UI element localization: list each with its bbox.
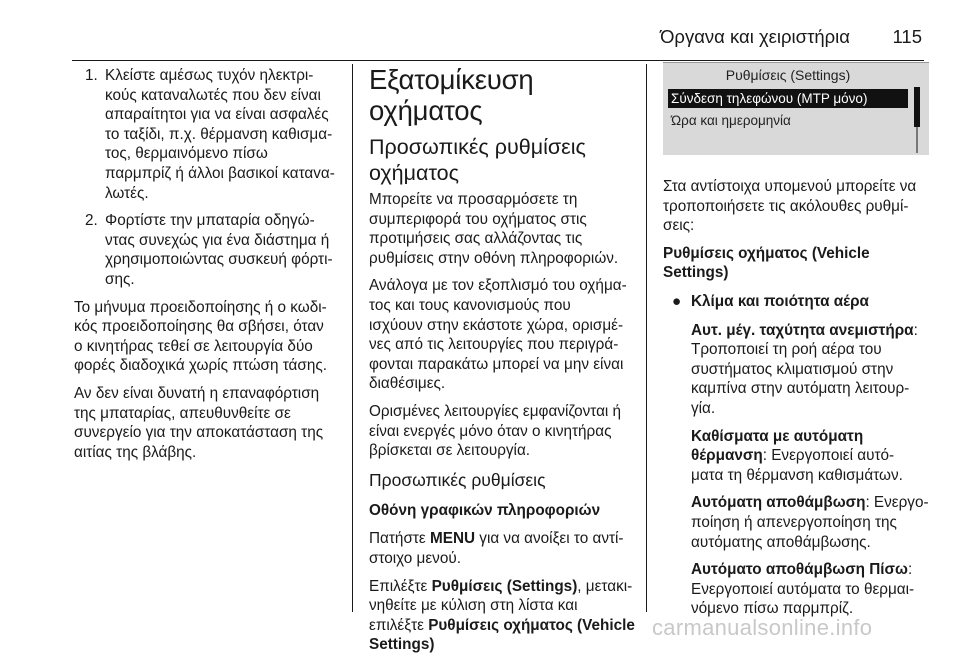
text-line: οχήματος — [369, 160, 459, 185]
paragraph — [369, 577, 639, 655]
text-line: συνεργείο για την αποκατάσταση της — [74, 424, 324, 442]
text-line: Το μήνυμα προειδοποίησης ή ο κωδι- — [74, 298, 327, 316]
paragraph — [663, 177, 929, 236]
text-line: ο κινητήρας τεθεί σε λειτουργία δύο — [74, 337, 313, 355]
text-run: επιλέξτε — [369, 616, 429, 634]
text-line: κούς καταναλωτές που δεν είναι — [105, 86, 321, 104]
text-run: για να ανοίξει το αντί- — [475, 530, 624, 548]
text-run: : Ενεργοποιεί αυτό- — [762, 447, 895, 465]
chapter-title: Όργανα και χειριστήρια — [660, 26, 850, 47]
text-line: διαθέσιμες. — [369, 375, 446, 393]
text-line: Ενεργοποιεί αυτόματα το θερμαι- — [691, 580, 915, 598]
text-line: ρυθμίσεις στην οθόνη πληροφοριών. — [369, 249, 619, 267]
text-line: Αν δεν είναι δυνατή η επαναφόρτιση — [74, 384, 320, 402]
text-line: νηθείτε με κύλιση στη λίστα και — [369, 597, 578, 615]
text-line: χρησιμοποιώντας συσκευή φόρτι- — [105, 251, 333, 269]
bullet-label: Κλίμα και ποιότητα αέρα — [691, 292, 869, 310]
column-middle — [369, 66, 639, 663]
column-divider — [646, 64, 647, 612]
list-text — [105, 211, 344, 289]
paragraph — [369, 276, 639, 394]
entry-title: θέρμανση — [691, 447, 763, 465]
screen-menu-item: Ώρα και ημερομηνία — [671, 113, 791, 128]
paragraph — [369, 190, 639, 268]
text-line: Στα αντίστοιχα υπομενού μπορείτε να — [663, 178, 917, 195]
entries — [663, 321, 929, 619]
display-screenshot — [663, 62, 929, 155]
section-title: Εξατομίκευση οχήματος — [369, 64, 534, 126]
header-rule — [72, 60, 924, 61]
watermark-text: carmanualsonline.info — [652, 615, 873, 640]
paragraph — [369, 529, 639, 568]
text-line: σης. — [105, 270, 135, 288]
menu-label: Ρυθμίσεις οχήματος (Vehicle — [428, 616, 635, 634]
text-line: αιτίας της βλάβης. — [74, 443, 197, 461]
list-number: 1. — [85, 67, 98, 84]
text-line: Τροποποιεί τη ροή αέρα του — [691, 341, 882, 359]
bullet-item — [663, 292, 929, 312]
text-line: φορές διαδοχικά χωρίς πτώση τάσης. — [74, 357, 327, 375]
paragraph — [369, 402, 639, 461]
text-line: βρίσκεται σε λειτουργία. — [369, 442, 531, 460]
text-line: Προσωπικές ρυθμίσεις — [369, 135, 586, 159]
text-line: προτιμήσεις σας αλλάζοντας τις — [369, 230, 583, 248]
entry — [691, 321, 929, 419]
text-run: Επιλέξτε — [369, 577, 432, 595]
list-number: 2. — [85, 212, 98, 230]
text-run: Πατήστε — [369, 530, 430, 548]
subheading: Οθόνη γραφικών πληροφοριών — [369, 501, 601, 519]
paragraph — [74, 298, 344, 376]
text-line: στοιχο μενού. — [369, 549, 461, 567]
text-line: τος, θερμαινόμενο πίσω — [105, 145, 268, 163]
menu-label: Settings) — [369, 636, 435, 654]
entry — [691, 560, 929, 619]
text-line: λωτές. — [105, 184, 149, 202]
text-line: Ρυθμίσεις οχήματος (Vehicle — [663, 244, 870, 262]
entry — [691, 427, 929, 486]
screen-title: Ρυθμίσεις (Settings) — [725, 67, 851, 83]
column-divider — [352, 64, 353, 612]
text-line: Φορτίστε την μπαταρία οδηγώ- — [105, 212, 315, 230]
page-header — [0, 26, 960, 50]
entry-title: Αυτ. μέγ. ταχύτητα ανεμιστήρα — [691, 321, 914, 339]
text-line: συμπεριφορά του οχήματος στις — [369, 210, 587, 228]
screen-selected-item: Σύνδεση τηλεφώνου (MTP μόνο) — [668, 89, 908, 108]
text-line: αυτόματης αποθάμβωσης. — [691, 533, 871, 551]
text-line: συστήματος κλιματισμού στην — [691, 360, 894, 378]
text-line: κός προειδοποίησης θα σβήσει, όταν — [74, 318, 324, 336]
text-line: το ταξίδι, π.χ. θέρμανση καθισμα- — [105, 125, 333, 143]
screen-scroll-thumb — [914, 87, 920, 127]
entry-title: Καθίσματα με αυτόματη — [691, 427, 864, 445]
text-line: Ορισμένες λειτουργίες εμφανίζονται ή — [369, 402, 622, 420]
text-line: τροποποιήσετε τις ακόλουθες ρυθμί- — [663, 197, 909, 215]
text-line: είναι ενεργές μόνο όταν ο κινητήρας — [369, 422, 612, 440]
bullet-icon: ● — [672, 292, 682, 310]
list-item — [74, 66, 344, 203]
list-item — [74, 211, 344, 289]
text-line: νες από τις λειτουργίες που περιγρά- — [369, 336, 619, 354]
text-line: ποίηση ή απενεργοποίηση της — [691, 513, 897, 531]
subsection-heading: Προσωπικές ρυθμίσεις — [369, 469, 546, 490]
entry — [691, 493, 929, 552]
text-line: καμπίνα στην αυτόματη λειτουρ- — [691, 380, 910, 398]
entry-title: Αυτόματη αποθάμβωση — [691, 494, 866, 512]
text-run: , μετακι- — [577, 577, 633, 595]
column-right — [663, 66, 929, 627]
text-line: Settings) — [663, 264, 729, 282]
text-line: ματα τη θέρμανση καθισμάτων. — [691, 466, 903, 484]
paragraph — [74, 384, 344, 462]
subsection-title — [369, 135, 639, 186]
text-line: Κλείστε αμέσως τυχόν ηλεκτρι- — [105, 67, 314, 84]
list-text — [105, 66, 344, 203]
text-line: γία. — [691, 399, 716, 417]
text-line: ντας συνεχώς για ένα διάστημα ή — [105, 231, 330, 249]
text-line: σεις: — [663, 217, 695, 235]
text-line: Ανάλογα με τον εξοπλισμό του οχήμα- — [369, 277, 627, 295]
text-line: απαραίτητοι για να είναι ασφαλές — [105, 106, 329, 124]
text-line: παρμπρίζ ή άλλοι βασικοί καταvα- — [105, 164, 335, 182]
text-line: ισχύουν στην εκάστοτε χώρα, ορισμέ- — [369, 316, 624, 334]
menu-key-label: MENU — [430, 530, 476, 548]
subheading — [663, 244, 929, 283]
text-run: : Ενεργο- — [865, 494, 929, 512]
column-left — [74, 66, 344, 470]
text-run: : — [913, 321, 918, 339]
text-line: νόμενο πίσω παρμπρίζ. — [691, 600, 854, 618]
text-line: της μπαταρίας, απευθυνθείτε σε — [74, 404, 291, 422]
text-line: τος και τους κανονισμούς που — [369, 296, 571, 314]
page-number: 115 — [892, 26, 922, 47]
text-line: Μπορείτε να προσαρμόσετε τη — [369, 191, 578, 208]
entry-title: Αυτόματο αποθάμβωση Πίσω — [691, 561, 908, 579]
text-line: φονται παρακάτω μπορεί να μην είναι — [369, 355, 624, 373]
menu-label: Ρυθμίσεις (Settings) — [431, 577, 578, 595]
text-run: : — [907, 561, 913, 579]
